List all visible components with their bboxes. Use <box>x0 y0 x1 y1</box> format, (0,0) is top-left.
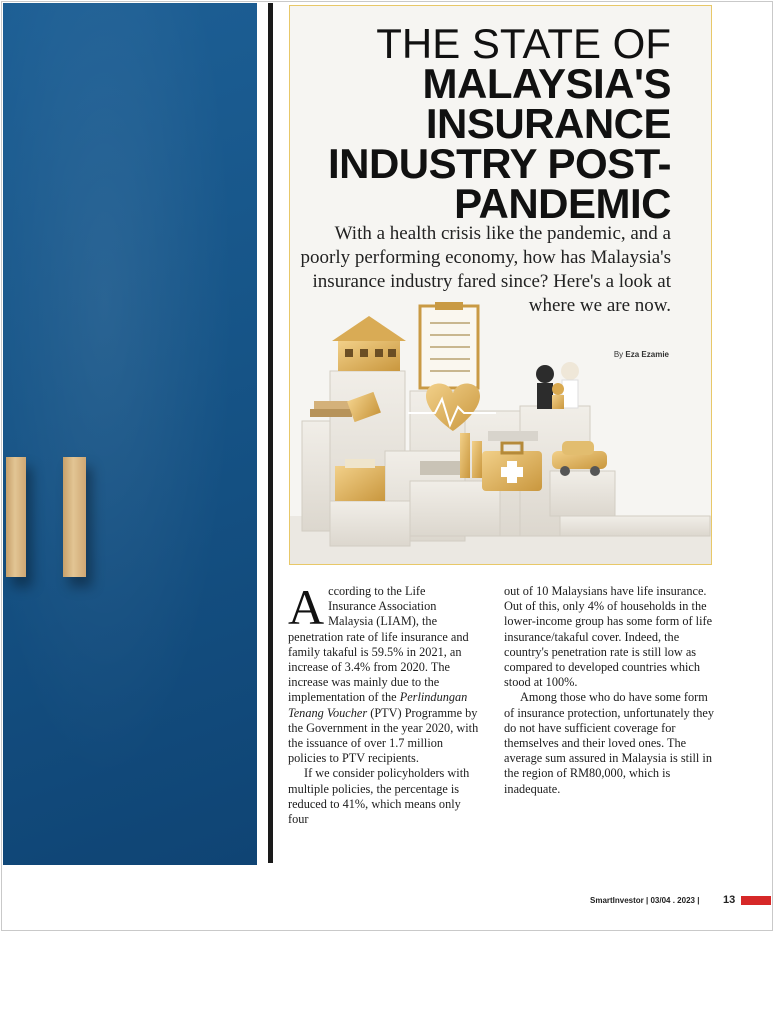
books-icon <box>310 409 352 417</box>
pedestal <box>550 471 615 516</box>
blue-photo-panel <box>3 3 257 865</box>
family-figures-icon <box>536 365 554 383</box>
body-column-1 <box>288 579 484 827</box>
vertical-divider <box>268 3 273 863</box>
drop-cap: A <box>288 579 325 635</box>
body-column-2 <box>504 584 714 797</box>
byline-author: Eza Ezamie <box>625 350 669 359</box>
byline-prefix: By <box>613 350 624 359</box>
title-line-2: MALAYSIA'S <box>422 60 671 107</box>
title-line-4: INDUSTRY POST- <box>327 140 671 187</box>
text-line: Insurance Association <box>328 599 437 614</box>
feature-box <box>289 5 712 565</box>
title-line-5: PANDEMIC <box>454 180 671 227</box>
small-items <box>488 431 538 441</box>
cash-bag-icon <box>335 466 385 501</box>
title-line-1: THE STATE OF <box>376 20 671 67</box>
coin-stack-icon <box>460 433 470 478</box>
text-line: Malaysia (LIAM), the <box>328 614 438 629</box>
page-number: 13 <box>723 894 736 906</box>
insurance-illustration <box>290 301 712 565</box>
article-title <box>327 20 671 227</box>
paragraph: If we consider policyholders with multiple policies, the percentage is reduced to 41%, which means only four <box>288 766 470 827</box>
text-line: ccording to the Life <box>328 584 426 598</box>
panel-sheen <box>3 3 257 865</box>
accent-bar <box>741 896 771 905</box>
paragraph <box>288 579 484 766</box>
title-line-3: INSURANCE <box>425 100 671 147</box>
wooden-block-left <box>6 457 26 577</box>
text-run: penetration rate of life insurance and family takaful is 59.5% in 2021, an increase of 3.4% from 2020. The increase was mainly due to the implementation of the <box>288 629 469 705</box>
article-subtitle: With a health crisis like the pandemic, and a poorly performing economy, how has Malaysia's insurance industry fared since? Here's a look at where we are now. <box>300 223 671 316</box>
pedestal <box>330 501 410 546</box>
italic-programme-name: Perlindungan Tenang Voucher <box>288 690 468 720</box>
paragraph: Among those who do have some form of insurance protection, unfortunately they do not have sufficient coverage for themselves and their loved ones. The average sum assured in Malaysia is still in the region of RM80,000, which is inadequate. <box>504 690 715 796</box>
footer-publication: SmartInvestor | 03/04 . 2023 | <box>590 896 700 905</box>
paragraph: out of 10 Malaysians have life insurance. Out of this, only 4% of households in the lower-income group has some form of life insurance/takaful cover. Indeed, the country's penetration rate is still low as compared to developed countries which stood at 100%. <box>504 584 713 690</box>
text-run: (PTV) Programme by the Government in the year 2020, with the issuance of over 1.7 million policies to PTV recipients. <box>288 705 479 766</box>
wooden-block-right <box>63 457 86 577</box>
pedestal <box>560 516 710 536</box>
